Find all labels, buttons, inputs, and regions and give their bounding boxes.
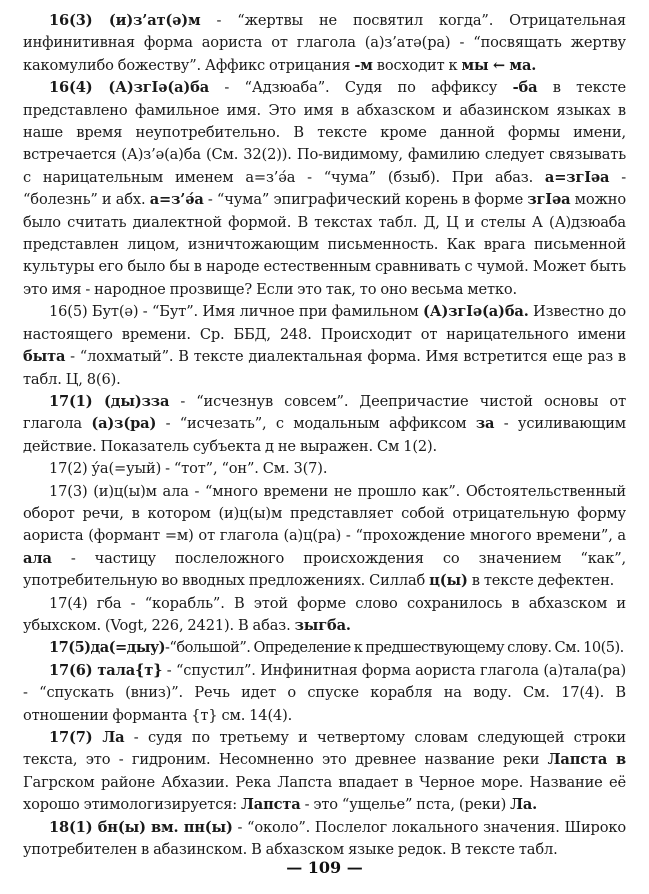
text-run: - “Адзюаба”. Судя по аффиксу	[209, 79, 513, 97]
text-run: - усиливающим действие. Показатель субъекта д не выражен. См 1(2).	[23, 415, 626, 455]
text-run: - частицу послеложного происхождения со значением “как”, употребительную во вводных предложениях. Силлаб	[23, 549, 626, 590]
bold-term: згIәа	[527, 191, 571, 209]
bold-term: (а)з(ра)	[91, 415, 157, 433]
entry-16-4	[23, 77, 626, 301]
bold-term: Лапста	[241, 796, 301, 814]
text-run: - “спустил”. Инфинитная форма аориста глагола (а)тала(ра) - “спускать (вниз)”. Речь идет о спуске корабля на воду. См. 17(4). В отношении форманта {т} см. 14(4).	[23, 661, 626, 724]
text-run: в тексте представлено фамильное имя. Это имя в абхазском и абазинском языках в наше время неупотребительно. В тексте кроме данной формы имени, встречается (А)з’ә(а)ба (См. 32(2)). По-видимому, фамилию следует связывать с нарицательным именем а=з’ә́а - “чума” (бзыб). При абаз.	[23, 79, 627, 186]
text-run: 17(3) (и)ц(ы)м ала - “много времени не прошло как”. Обстоятельственный оборот речи, в котором (и)ц(ы)м представляет собой отрицательную форму аориста (формант =м) от глагола (а)ц(ра) - “прохождение многого времени”, а	[23, 482, 626, 545]
text-run: - “около”. Послелог локального значения. Широко употребителен в абазинском. В абхазском языке редок. В тексте табл.	[23, 818, 626, 859]
bold-term: -ба	[512, 79, 538, 97]
text-run: - это “ущелье” пста, (реки)	[300, 796, 511, 814]
bold-term: мы ← ма.	[461, 56, 537, 74]
commentary-text	[23, 10, 626, 861]
text-run: в тексте дефектен.	[467, 572, 615, 590]
entry-18-1	[23, 817, 626, 862]
text-run: - “жертвы не посвятил когда”. Отрицательная инфинитивная форма аориста от глагола (а)з’атә(ра) - “посвящать жертву какомулибо божеству”. Аффикс отрицания	[23, 12, 626, 74]
entry-17-4	[23, 593, 626, 638]
text-run: Гагрском районе Абхазии. Река Лапста впадает в Черное море. Название её хорошо этимологизируется:	[23, 773, 626, 814]
bold-term: 17(6) тала{т}	[49, 661, 163, 679]
text-run: - “чума” эпиграфический корень в форме	[203, 191, 528, 209]
bold-term: а=згIәа	[544, 168, 610, 186]
bold-term: (А)згIә(а)ба.	[422, 303, 529, 321]
bold-term: а=з’ә́а	[149, 191, 204, 209]
text-run: 16(5) Бут(ә) - “Бут”. Имя личное при фамильном	[49, 303, 423, 321]
text-run: -“большой”. Определение к предшествующему слову. См. 10(5).	[165, 639, 624, 657]
text-run: - “лохматый”. В тексте диалектальная форма. Имя встретится еще раз в табл. Ц, 8(6).	[23, 348, 626, 388]
bold-term: 17(7) Ла	[49, 729, 125, 746]
bold-term: за	[475, 415, 495, 433]
text-run: 17(4) гба - “корабль”. В этой форме слово сохранилось в абхазском и убыхском. (Vogt, 226, 2421). В абаз.	[23, 594, 626, 634]
text-run: - судя по третьему и четвертому словам следующей строки текста, это - гидроним. Несомненно это древнее название реки	[23, 729, 627, 769]
bold-term: быта	[23, 348, 66, 366]
entry-17-6	[23, 660, 626, 727]
entry-17-7	[23, 727, 626, 817]
entry-17-5	[23, 637, 626, 659]
page-number: — 109 —	[286, 858, 363, 877]
bold-term: ала	[23, 549, 52, 567]
entry-17-2	[23, 458, 626, 480]
entry-16-5	[23, 301, 626, 391]
entry-17-3	[23, 481, 626, 593]
text-run: можно было считать диалектной формой. В текстах табл. Д, Ц и стелы А (А)дзюаба представлен лицом, изничтожающим письменность. Как врага письменной культуры его было бы в народе естественным сравнивать с чумой. Может быть это имя - народное прозвище? Если это так, то оно весьма метко.	[23, 191, 626, 298]
text-run: - “болезнь” и абх.	[23, 168, 626, 209]
entry-16-3	[23, 10, 626, 77]
bold-term: 18(1) бн(ы) вм. пн(ы)	[49, 818, 233, 836]
entry-17-1	[23, 391, 626, 458]
bold-term: 16(3) (и)з’ат(ә)м	[49, 12, 201, 29]
bold-term: 17(5)да(=дыу)	[49, 639, 166, 657]
bold-term: 17(1) (ды)зза	[49, 392, 170, 410]
bold-term: Ла.	[510, 796, 538, 814]
text-run: - “исчезнув совсем”. Деепричастие чистой основы от глагола	[23, 392, 626, 433]
bold-term: зыгба.	[294, 616, 351, 634]
text-run: - “исчезать”, с модальным аффиксом	[156, 415, 476, 433]
text-run: восходит к	[372, 56, 462, 74]
bold-term: ц(ы)	[429, 572, 468, 590]
text-run: Известно до настоящего времени. Ср. ББД, 248. Происходит от нарицательного имени	[23, 303, 626, 343]
bold-term: 16(4) (А)згIә(а)ба	[49, 79, 210, 97]
bold-term: Лапста в	[547, 751, 626, 769]
bold-term: -м	[354, 56, 373, 74]
text-run: 17(2) у́а(=уый) - “тот”, “он”. См. 3(7).	[49, 460, 328, 478]
